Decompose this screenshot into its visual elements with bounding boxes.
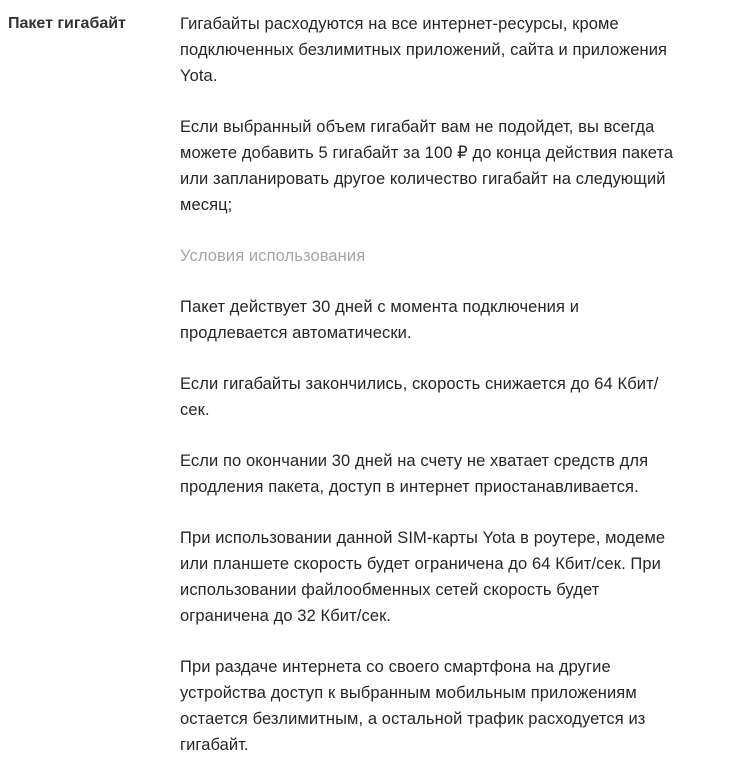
terms-paragraph-package-duration: Пакет действует 30 дней с момента подключения и продлевается автоматически.	[180, 298, 580, 342]
terms-paragraph-tethering: При раздаче интернета со своего смартфона на другие устройства доступ к выбранным мобильным приложениям остается безлимитным, а остальной трафик расходуется из гигабайт.	[180, 658, 646, 754]
terms-paragraph-gigabytes-usage: Гигабайты расходуются на все интернет-ресурсы, кроме подключенных безлимитных приложений, сайта и приложения Yota.	[180, 15, 668, 85]
terms-content-column	[180, 11, 677, 758]
terms-paragraph-insufficient-funds: Если по окончании 30 дней на счету не хватает средств для продления пакета, доступ в интернет приостанавливается.	[180, 452, 649, 496]
terms-paragraph-speed-reduction: Если гигабайты закончились, скорость снижается до 64 Кбит/сек.	[180, 375, 659, 419]
row-label-column	[8, 11, 180, 37]
terms-paragraph-sim-in-router: При использовании данной SIM-карты Yota в роутере, модеме или планшете скорость будет ограничена до 64 Кбит/сек. При использовании файлообменных сетей скорость будет ограничена до 32 Кбит/сек.	[180, 529, 666, 625]
usage-terms-subheading: Условия использования	[180, 247, 366, 265]
terms-paragraph-add-gigabytes: Если выбранный объем гигабайт вам не подойдет, вы всегда можете добавить 5 гигабайт за 100 ₽ до конца действия пакета или запланировать другое количество гигабайт на следующий месяц;	[180, 118, 674, 214]
package-name-label: Пакет гигабайт	[8, 15, 126, 32]
